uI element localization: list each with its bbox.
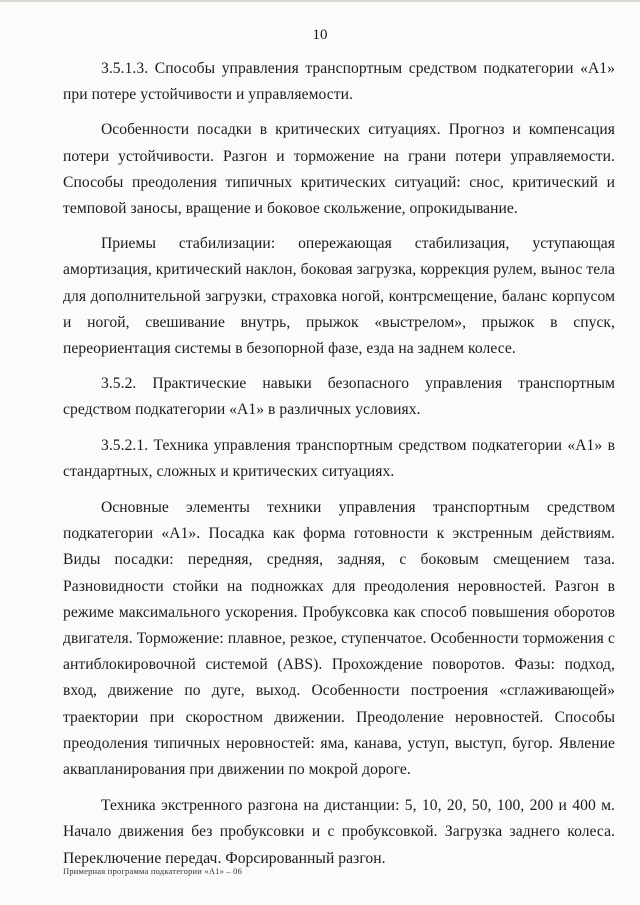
document-body [63, 56, 615, 881]
scan-edge [0, 0, 640, 2]
heading-3-5-1-3: 3.5.1.3. Способы управления транспортным средством подкатегории «А1» при потере устойчивости и управляемости. [63, 60, 615, 104]
heading-3-5-2: 3.5.2. Практические навыки безопасного управления транспортным средством подкатегории «А1» в различных условиях. [63, 375, 615, 419]
paragraph-emergency-acceleration: Техника экстренного разгона на дистанции: 5, 10, 20, 50, 100, 200 и 400 м. Начало движения без пробуксовки и с пробуксовкой. Загрузка заднего колеса. Переключение передач. Форсированный разгон. [63, 797, 615, 867]
paragraph-stabilization: Приемы стабилизации: опережающая стабилизация, уступающая амортизация, критический наклон, боковая загрузка, коррекция рулем, вынос тела для дополнительной загрузки, страховка ногой, контрсмещение, баланс корпусом и ногой, свешивание внутрь, прыжок «выстрелом», прыжок в спуск, переориентация системы в безопорной фазе, езда на заднем колесе. [63, 235, 615, 358]
footer-note: Примерная программа подкатегории «А1» – 06 [63, 866, 243, 876]
paragraph-critical-situations: Особенности посадки в критических ситуациях. Прогноз и компенсация потери устойчивости. Разгон и торможение на грани потери управляемости. Способы преодоления типичных критических ситуаций: снос, критический и темповой заносы, вращение и боковое скольжение, опрокидывание. [63, 121, 615, 218]
paragraph-technique-elements: Основные элементы техники управления транспортным средством подкатегории «А1». Посадка как форма готовности к экстренным действиям. Виды посадки: передняя, средняя, задняя, с боковым смещением таза. Разновидности стойки на подножках для преодоления неровностей. Разгон в режиме максимального ускорения. Пробуксовка как способ повышения оборотов двигателя. Торможение: плавное, резкое, ступенчатое. Особенности торможения с антиблокировочной системой (ABS). Прохождение поворотов. Фазы: подход, вход, движение по дуге, выход. Особенности построения «сглаживающей» траектории при скоростном движении. Преодоление неровностей. Способы преодоления типичных неровностей: яма, канава, уступ, выступ, бугор. Явление аквапланирования при движении по мокрой дороге. [63, 499, 615, 779]
heading-3-5-2-1: 3.5.2.1. Техника управления транспортным средством подкатегории «А1» в стандартных, сложных и критических ситуациях. [63, 436, 615, 480]
page-number: 10 [312, 27, 328, 43]
